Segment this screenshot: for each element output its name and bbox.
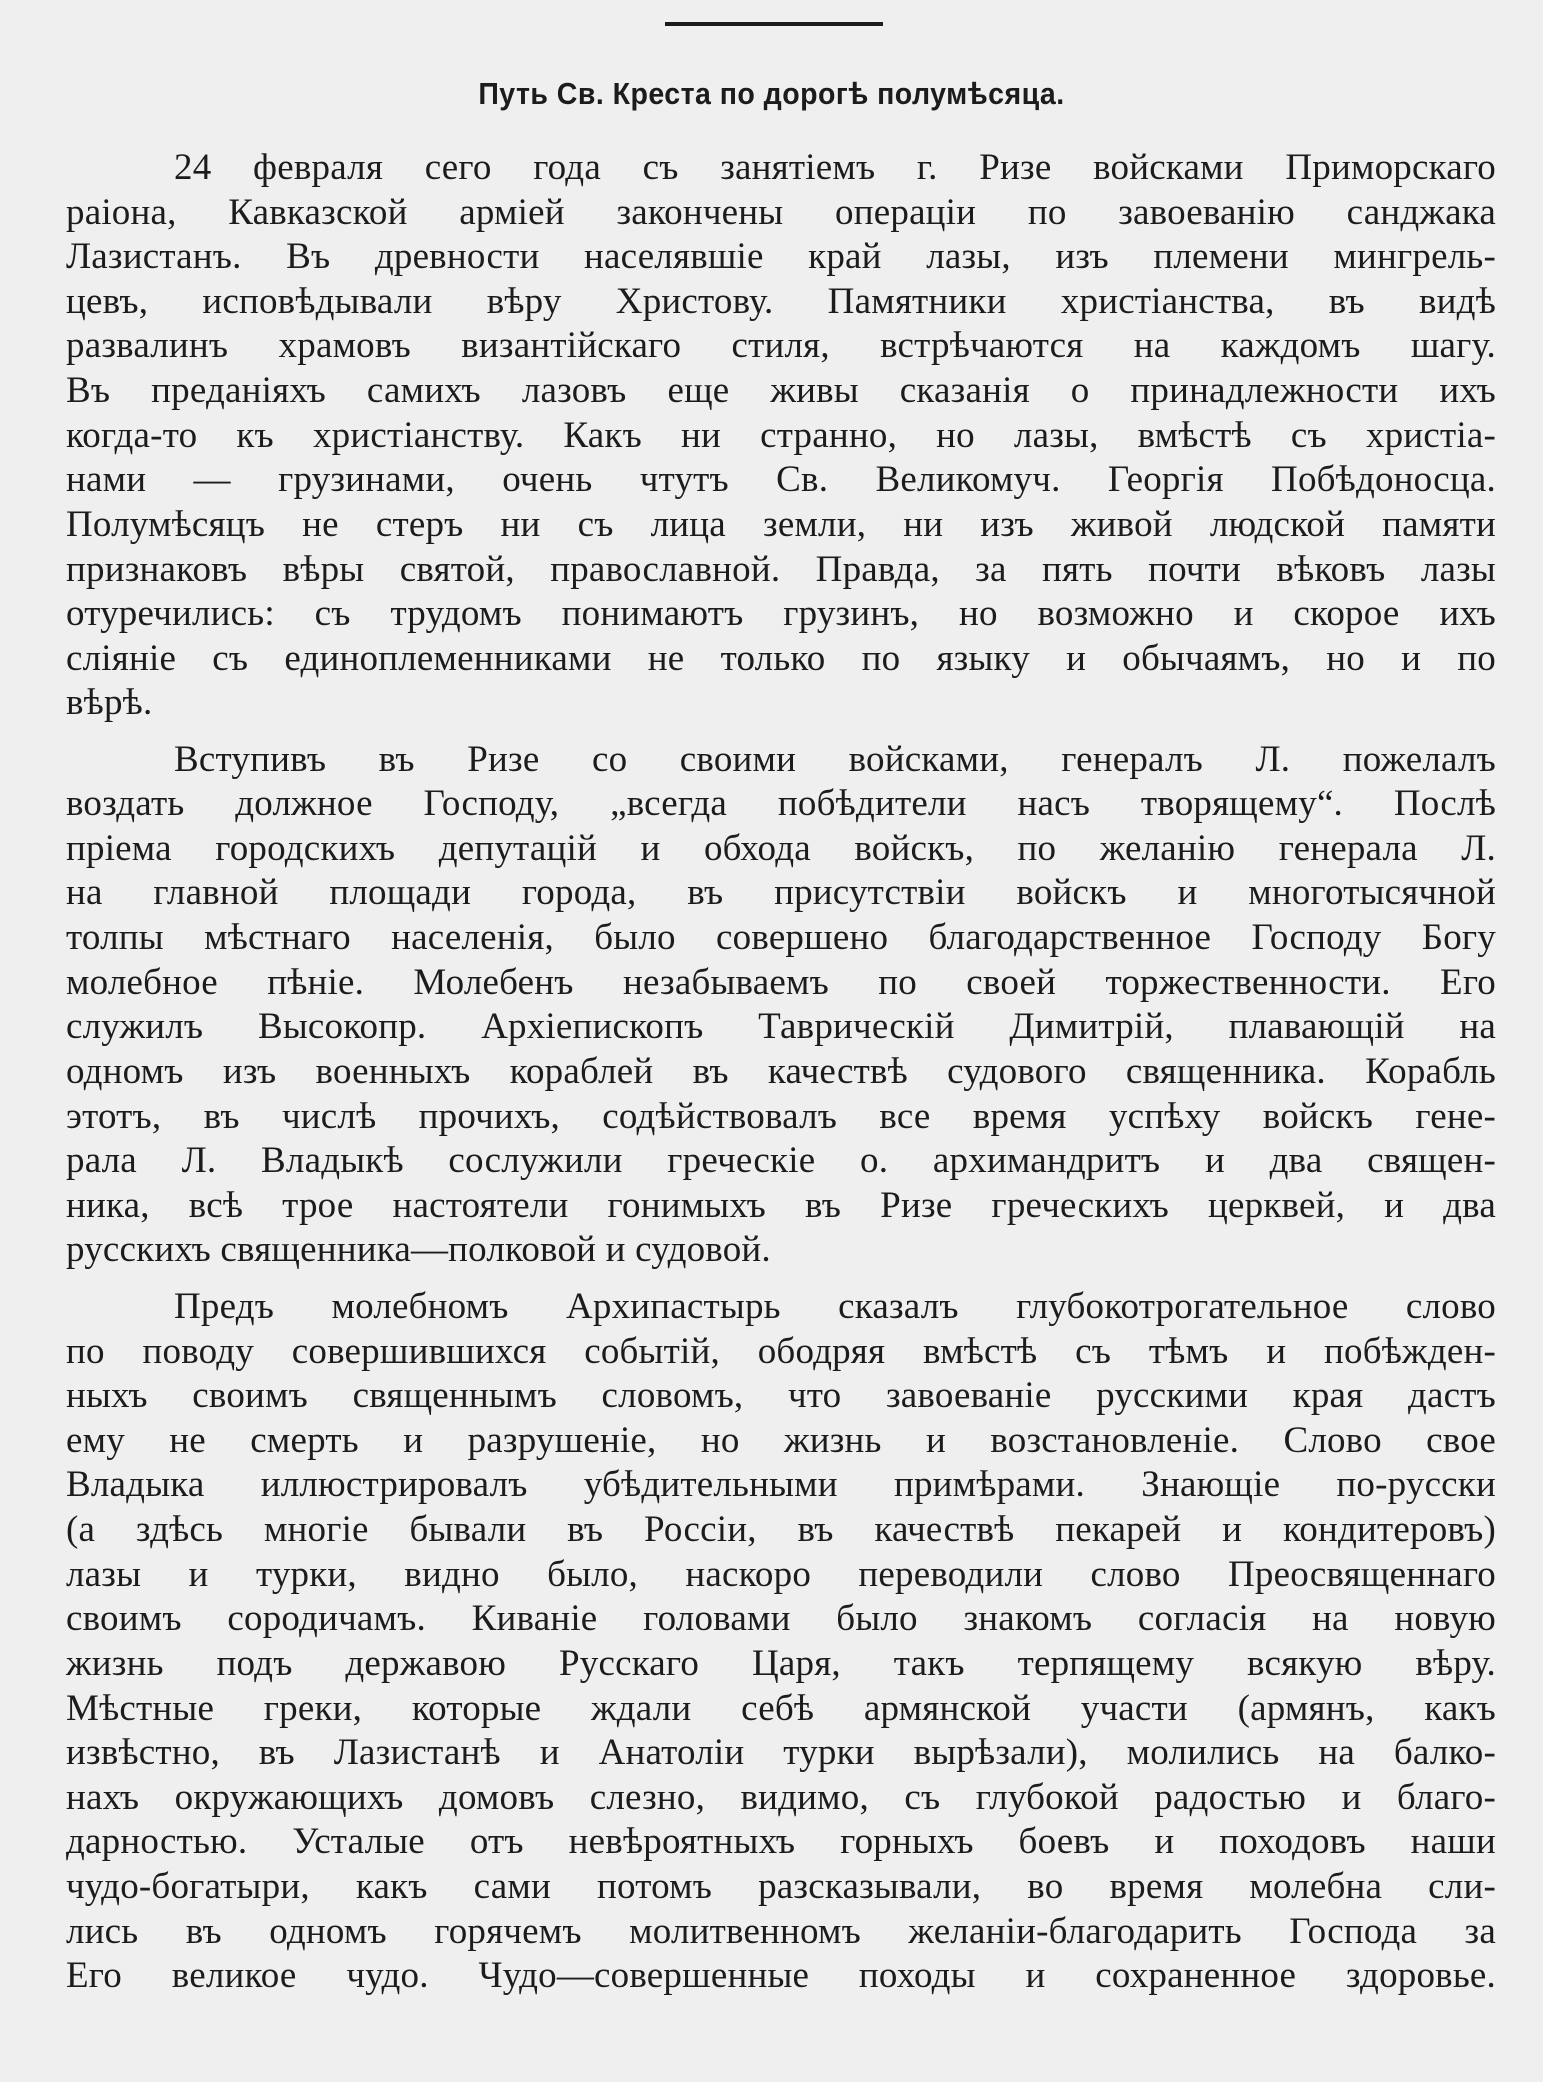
- paragraph-1-line-8: нами — грузинами, очень чтутъ Св. Великомуч. Георгія Побѣдоносца.: [66, 459, 1496, 500]
- paragraph-1-line-4: цевъ, исповѣдывали вѣру Христову. Памятники христіанства, въ видѣ: [66, 281, 1496, 322]
- paragraph-1-line-7: когда-то къ христіанству. Какъ ни странно, но лазы, вмѣстѣ съ христіа-: [66, 415, 1496, 456]
- paragraph-3-line-13: дарностью. Усталые отъ невѣроятныхъ горныхъ боевъ и походовъ наши: [66, 1821, 1496, 1862]
- paragraph-3-line-11: извѣстно, въ Лазистанѣ и Анатоліи турки вырѣзали), молились на балко-: [66, 1732, 1496, 1773]
- article-title: Путь Св. Креста по дорогѣ полумѣсяца.: [478, 76, 1065, 111]
- paragraph-2-line-1: Вступивъ въ Ризе со своими войсками, генералъ Л. пожелалъ: [174, 739, 1496, 780]
- top-divider-rule: [665, 22, 883, 26]
- paragraph-3-line-12: нахъ окружающихъ домовъ слезно, видимо, съ глубокой радостью и благо-: [66, 1777, 1496, 1818]
- paragraph-3-line-3: ныхъ своимъ священнымъ словомъ, что завоеваніе русскими края дастъ: [66, 1375, 1496, 1416]
- paragraph-1-line-12: сліяніе съ единоплеменниками не только по языку и обычаямъ, но и по: [66, 638, 1496, 679]
- paragraph-3-line-15: лись въ одномъ горячемъ молитвенномъ желаніи-благодарить Господа за: [66, 1911, 1496, 1952]
- paragraph-2-line-9: этотъ, въ числѣ прочихъ, содѣйствовалъ все время успѣху войскъ гене-: [66, 1096, 1496, 1137]
- paragraph-2-line-7: служилъ Высокопр. Архіепископъ Таврическій Димитрій, плавающій на: [66, 1006, 1496, 1047]
- paragraph-3-line-7: лазы и турки, видно было, наскоро переводили слово Преосвященнаго: [66, 1554, 1496, 1595]
- paragraph-1-line-5: развалинъ храмовъ византійскаго стиля, встрѣчаются на каждомъ шагу.: [66, 325, 1496, 366]
- paragraph-1-line-2: раіона, Кавказской арміей закончены операціи по завоеванію санджака: [66, 192, 1496, 233]
- paragraph-2-line-11: ника, всѣ трое настоятели гонимыхъ въ Ризе греческихъ церквей, и два: [66, 1185, 1496, 1226]
- paragraph-3-line-9: жизнь подъ державою Русскаго Царя, такъ терпящему всякую вѣру.: [66, 1643, 1496, 1684]
- paragraph-1-line-13: вѣрѣ.: [66, 682, 153, 723]
- paragraph-1-line-1: 24 февраля сего года съ занятіемъ г. Ризе войсками Приморскаго: [174, 147, 1496, 188]
- paragraph-3-line-4: ему не смерть и разрушеніе, но жизнь и возстановленіе. Слово свое: [66, 1420, 1496, 1461]
- paragraph-2-line-6: молебное пѣніе. Молебенъ незабываемъ по своей торжественности. Его: [66, 962, 1496, 1003]
- paragraph-2-line-5: толпы мѣстнаго населенія, было совершено благодарственное Господу Богу: [66, 917, 1496, 958]
- paragraph-2-line-8: одномъ изъ военныхъ кораблей въ качествѣ судового священника. Корабль: [66, 1051, 1496, 1092]
- paragraph-3-line-8: своимъ сородичамъ. Киваніе головами было знакомъ согласія на новую: [66, 1598, 1496, 1639]
- paragraph-2-line-2: воздать должное Господу, „всегда побѣдители насъ творящему“. Послѣ: [66, 783, 1496, 824]
- paragraph-3-line-16: Его великое чудо. Чудо—совершенные походы и сохраненное здоровье.: [66, 1955, 1496, 1996]
- paragraph-1-line-9: Полумѣсяцъ не стеръ ни съ лица земли, ни изъ живой людской памяти: [66, 504, 1496, 545]
- paragraph-2-line-10: рала Л. Владыкѣ сослужили греческіе о. архимандритъ и два священ-: [66, 1140, 1496, 1181]
- paragraph-2-line-3: пріема городскихъ депутацій и обхода войскъ, по желанію генерала Л.: [66, 828, 1496, 869]
- paragraph-2-line-4: на главной площади города, въ присутствіи войскъ и многотысячной: [66, 872, 1496, 913]
- paragraph-3-line-5: Владыка иллюстрировалъ убѣдительными примѣрами. Знающіе по-русски: [66, 1464, 1496, 1505]
- paragraph-2-line-12: русскихъ священника—полковой и судовой.: [66, 1229, 771, 1270]
- paragraph-1-line-6: Въ преданіяхъ самихъ лазовъ еще живы сказанія о принадлежности ихъ: [66, 370, 1496, 411]
- paragraph-3-line-10: Мѣстные греки, которые ждали себѣ армянской участи (армянъ, какъ: [66, 1688, 1496, 1729]
- paragraph-3-line-14: чудо-богатыри, какъ сами потомъ разсказывали, во время молебна сли-: [66, 1866, 1496, 1907]
- paragraph-3-line-6: (а здѣсь многіе бывали въ Россіи, въ качествѣ пекарей и кондитеровъ): [66, 1509, 1496, 1550]
- paragraph-1-line-3: Лазистанъ. Въ древности населявшіе край лазы, изъ племени мингрель-: [66, 236, 1496, 277]
- paragraph-1-line-10: признаковъ вѣры святой, православной. Правда, за пять почти вѣковъ лазы: [66, 549, 1496, 590]
- paragraph-3-line-2: по поводу совершившихся событій, ободряя вмѣстѣ съ тѣмъ и побѣжден-: [66, 1331, 1496, 1372]
- paragraph-1-line-11: отуречились: съ трудомъ понимаютъ грузинъ, но возможно и скорое ихъ: [66, 593, 1496, 634]
- paragraph-3-line-1: Предъ молебномъ Архипастырь сказалъ глубокотрогательное слово: [174, 1286, 1496, 1327]
